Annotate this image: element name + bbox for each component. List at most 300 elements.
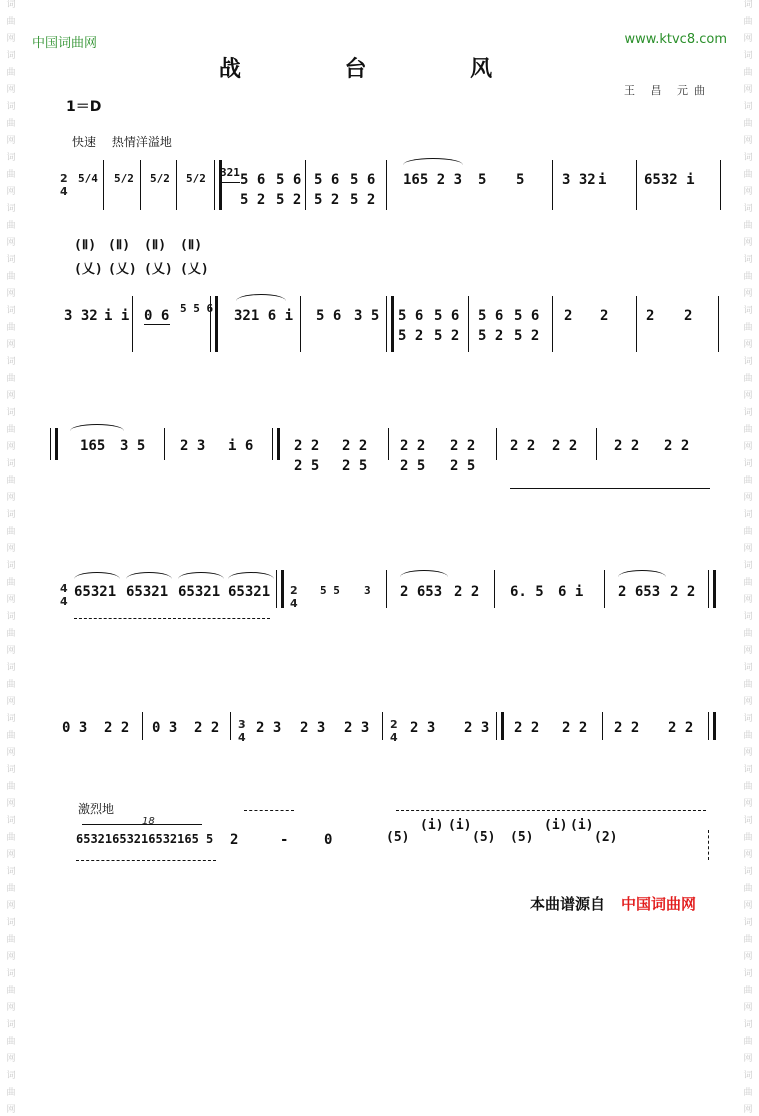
double-barline: [386, 296, 394, 352]
note-pair: 2 5: [450, 458, 476, 474]
note-pair: 2 3: [300, 720, 326, 736]
note-group: 3 32: [562, 172, 596, 188]
watermark-char: 曲: [743, 476, 753, 486]
watermark-char: 曲: [743, 629, 753, 639]
site-name-left: 中国词曲网: [32, 36, 98, 51]
phrase-line: [396, 810, 706, 811]
note-pair: 2 5: [342, 458, 368, 474]
watermark-char: 网: [743, 238, 753, 248]
repeat-start: [276, 570, 284, 608]
note-pair: 5 2: [398, 328, 424, 344]
watermark-char: 词: [743, 612, 753, 622]
note-pair: 2 5: [294, 458, 320, 474]
barline: [468, 296, 469, 352]
barline: [386, 160, 387, 210]
key-signature: 1＝D: [66, 99, 102, 115]
watermark-char: 曲: [6, 629, 16, 639]
watermark-char: 词: [743, 1020, 753, 1030]
note-single: 5: [478, 172, 487, 188]
note-pair: 2 2: [670, 584, 696, 600]
watermark-char: 词: [6, 408, 16, 418]
quintuplet-arc: [228, 572, 274, 579]
watermark-char: 网: [743, 340, 753, 350]
watermark-char: 曲: [743, 17, 753, 27]
watermark-char: 词: [743, 306, 753, 316]
watermark-char: 词: [6, 0, 16, 10]
watermark-char: 曲: [6, 1088, 16, 1098]
repeat-start: [496, 712, 504, 740]
system-4: [58, 560, 723, 660]
site-url-right: www.ktvc8.com: [624, 32, 727, 47]
watermark-char: 词: [6, 969, 16, 979]
note-pair: 2 2: [342, 438, 368, 454]
watermark-char: 曲: [743, 119, 753, 129]
note-pair: 2 3: [464, 720, 490, 736]
system-6: [58, 802, 723, 898]
watermark-char: 曲: [6, 119, 16, 129]
finger-paren: (乂): [74, 262, 103, 277]
note-pair: 5 2: [276, 192, 302, 208]
watermark-char: 曲: [6, 986, 16, 996]
tremolo-line: [74, 618, 270, 619]
watermark-char: 词: [6, 255, 16, 265]
note-pair: 2 3: [344, 720, 370, 736]
finger-paren: (Ⅱ): [180, 238, 203, 253]
time-signature: 2 4: [390, 718, 398, 744]
watermark-char: 曲: [743, 986, 753, 996]
barline: [602, 712, 603, 740]
watermark-char: 曲: [743, 833, 753, 843]
watermark-char: 词: [743, 0, 753, 10]
watermark-char: 曲: [743, 731, 753, 741]
watermark-char: 曲: [6, 680, 16, 690]
note-group: 2 653: [400, 584, 443, 600]
watermark-char: 词: [743, 1071, 753, 1081]
watermark-char: 词: [743, 663, 753, 673]
watermark-char: 曲: [743, 935, 753, 945]
watermark-char: 网: [6, 85, 16, 95]
barline: [230, 712, 231, 740]
note-single: i: [598, 172, 607, 188]
note-pair: 2 3: [410, 720, 436, 736]
watermark-char: 曲: [6, 425, 16, 435]
note-group: 6 i: [558, 584, 584, 600]
watermark-char: 网: [6, 850, 16, 860]
watermark-char: 词: [6, 102, 16, 112]
watermark-char: 网: [6, 136, 16, 146]
barline: [720, 160, 721, 210]
watermark-char: 网: [6, 391, 16, 401]
note-pair: 0 3: [152, 720, 178, 736]
fermata-line: [244, 810, 294, 811]
watermark-char: 曲: [6, 272, 16, 282]
chord-note: 5 5: [320, 584, 340, 597]
note-pair: 5 2: [434, 328, 460, 344]
watermark-char: 曲: [6, 170, 16, 180]
watermark-char: 曲: [6, 221, 16, 231]
source-footer: [530, 893, 696, 914]
note-run: 65321: [228, 584, 271, 600]
watermark-left: [0, 0, 22, 1115]
watermark-char: 网: [743, 1054, 753, 1064]
watermark-char: 词: [743, 765, 753, 775]
watermark-char: 网: [6, 187, 16, 197]
watermark-char: 网: [743, 187, 753, 197]
triplet-arc: [236, 294, 286, 301]
note-pair: 3 5: [354, 308, 380, 324]
watermark-char: 词: [6, 867, 16, 877]
watermark-char: 网: [6, 595, 16, 605]
note-pair: 5 2: [350, 192, 376, 208]
watermark-char: 网: [743, 901, 753, 911]
chord-note: 5 5 6: [180, 302, 214, 315]
watermark-char: 词: [6, 1020, 16, 1030]
note-pair: 2 2: [664, 438, 690, 454]
time-signature: 2 4: [290, 584, 298, 610]
final-barline: [708, 570, 716, 608]
triplet-arc: [70, 424, 124, 431]
watermark-char: 词: [6, 714, 16, 724]
barline: [164, 428, 165, 460]
note-pair: 2 3: [180, 438, 206, 454]
barline: [305, 160, 306, 210]
watermark-char: 曲: [6, 374, 16, 384]
note-single: 5: [516, 172, 525, 188]
barline: [552, 296, 553, 352]
watermark-char: 曲: [6, 731, 16, 741]
note-group: 165 2 3: [403, 172, 463, 188]
source-label: 本曲谱源自: [530, 895, 606, 913]
note-single: 2: [600, 308, 609, 324]
watermark-char: 网: [743, 748, 753, 758]
watermark-char: 词: [6, 51, 16, 61]
note-group: i i: [104, 308, 130, 324]
note-pair: 2 2: [562, 720, 588, 736]
watermark-char: 词: [6, 153, 16, 163]
watermark-char: 曲: [6, 17, 16, 27]
note-pair: 3 5: [120, 438, 146, 454]
watermark-char: 网: [743, 799, 753, 809]
watermark-char: 曲: [743, 374, 753, 384]
watermark-char: 词: [743, 459, 753, 469]
watermark-char: 词: [743, 561, 753, 571]
note-single: 2: [684, 308, 693, 324]
note-rest: -: [280, 832, 289, 848]
chord-paren: (5): [386, 830, 410, 845]
watermark-char: 曲: [743, 425, 753, 435]
watermark-char: 网: [6, 289, 16, 299]
watermark-char: 词: [6, 459, 16, 469]
watermark-char: 网: [743, 850, 753, 860]
watermark-char: 网: [6, 340, 16, 350]
note-pair: 2 2: [194, 720, 220, 736]
note-pair: 5 6: [314, 172, 340, 188]
watermark-char: 曲: [6, 527, 16, 537]
pickup-note: 321: [220, 166, 240, 179]
watermark-char: 词: [743, 102, 753, 112]
note-pair: 2 2: [294, 438, 320, 454]
note-single: 2: [646, 308, 655, 324]
watermark-char: 曲: [743, 680, 753, 690]
watermark-char: 曲: [743, 170, 753, 180]
watermark-char: 曲: [6, 782, 16, 792]
chord-note: 5/2: [186, 172, 206, 185]
sustain-line: [510, 488, 710, 489]
watermark-char: 曲: [743, 68, 753, 78]
watermark-char: 词: [743, 510, 753, 520]
watermark-char: 网: [6, 1003, 16, 1013]
watermark-char: 网: [743, 34, 753, 44]
watermark-char: 网: [6, 1054, 16, 1064]
note-pair: 2 2: [454, 584, 480, 600]
note-single: 2: [564, 308, 573, 324]
barline: [496, 428, 497, 460]
chord-paren: (i): [420, 818, 444, 833]
run-count: 18: [142, 816, 155, 827]
watermark-char: 网: [743, 391, 753, 401]
note-run: 65321: [126, 584, 169, 600]
note-pair: 2 2: [104, 720, 130, 736]
note-group: 3 32: [64, 308, 98, 324]
watermark-char: 词: [743, 408, 753, 418]
watermark-char: 曲: [6, 323, 16, 333]
watermark-char: 词: [743, 714, 753, 724]
quintuplet-arc: [126, 572, 172, 579]
watermark-char: 曲: [6, 476, 16, 486]
note-group: 2 653: [618, 584, 661, 600]
chord-paren: (2): [594, 830, 618, 845]
note-pair: 5 2: [240, 192, 266, 208]
watermark-char: 网: [6, 1105, 16, 1115]
triplet-arc: [403, 158, 463, 165]
system-5: [58, 700, 723, 780]
chord-paren: (5): [510, 830, 534, 845]
chord-paren: (i): [570, 818, 594, 833]
note-pair: 5 6: [350, 172, 376, 188]
watermark-char: 曲: [743, 782, 753, 792]
time-signature: 2 4: [60, 172, 68, 198]
chord-note: 5/4: [78, 172, 98, 185]
watermark-char: 网: [743, 697, 753, 707]
finger-paren: (Ⅱ): [144, 238, 167, 253]
watermark-char: 词: [6, 510, 16, 520]
watermark-char: 词: [743, 357, 753, 367]
score-title: 战 台 风: [218, 56, 541, 82]
watermark-char: 网: [743, 595, 753, 605]
watermark-char: 网: [743, 646, 753, 656]
watermark-char: 网: [743, 289, 753, 299]
watermark-char: 网: [6, 748, 16, 758]
watermark-char: 曲: [6, 884, 16, 894]
note-pair: i 6: [228, 438, 254, 454]
time-signature: 4 4: [60, 582, 68, 608]
note-pair: 5 2: [314, 192, 340, 208]
repeat-start: [210, 296, 218, 352]
run-bracket: [82, 824, 202, 825]
watermark-char: 词: [6, 306, 16, 316]
finger-paren: (Ⅱ): [108, 238, 131, 253]
watermark-right: [737, 0, 759, 1115]
note-pair: 5 6: [240, 172, 266, 188]
watermark-char: 词: [6, 612, 16, 622]
quintuplet-arc: [178, 572, 224, 579]
double-barline: [272, 428, 280, 460]
watermark-char: 曲: [743, 272, 753, 282]
watermark-char: 网: [743, 136, 753, 146]
watermark-char: 网: [6, 493, 16, 503]
note-pair: 2 2: [400, 438, 426, 454]
barline: [604, 570, 605, 608]
barline: [132, 296, 133, 352]
watermark-char: 词: [6, 816, 16, 826]
note-pair: 5 6: [398, 308, 424, 324]
system-3: [58, 418, 723, 508]
watermark-char: 词: [6, 918, 16, 928]
watermark-char: 网: [743, 85, 753, 95]
watermark-char: 网: [6, 238, 16, 248]
finger-paren: (乂): [144, 262, 173, 277]
note-single: 2: [230, 832, 239, 848]
watermark-char: 曲: [743, 1088, 753, 1098]
barline: [382, 712, 383, 740]
watermark-char: 词: [743, 153, 753, 163]
tempo-marking: [72, 133, 184, 150]
triplet-arc: [618, 570, 666, 577]
watermark-char: 词: [743, 867, 753, 877]
note-pair: 2 3: [256, 720, 282, 736]
watermark-char: 曲: [743, 323, 753, 333]
watermark-char: 网: [6, 901, 16, 911]
repeat-end: [708, 712, 716, 740]
quintuplet-arc: [74, 572, 120, 579]
barline: [718, 296, 719, 352]
note-pair: 2 2: [514, 720, 540, 736]
barline: [494, 570, 495, 608]
watermark-char: 词: [743, 969, 753, 979]
watermark-char: 词: [6, 663, 16, 673]
tempo-expression: 热情洋溢地: [111, 135, 172, 149]
note-pair: 5 6: [478, 308, 504, 324]
note-rest: 0: [324, 832, 333, 848]
watermark-char: 网: [6, 34, 16, 44]
note-pair: 5 6: [514, 308, 540, 324]
note-pair: 5 2: [478, 328, 504, 344]
watermark-char: 网: [6, 544, 16, 554]
watermark-char: 曲: [743, 578, 753, 588]
chord-note: 5/2: [150, 172, 170, 185]
note-pair: 2 2: [614, 438, 640, 454]
watermark-char: 词: [743, 255, 753, 265]
note-pair: 0 3: [62, 720, 88, 736]
chord-paren: (i): [448, 818, 472, 833]
chord-paren: (i): [544, 818, 568, 833]
barline: [103, 160, 104, 210]
watermark-char: 网: [743, 544, 753, 554]
time-signature: 3 4: [238, 718, 246, 744]
repeat-start: [50, 428, 58, 460]
barline: [552, 160, 553, 210]
note-pair: 2 2: [552, 438, 578, 454]
watermark-char: 网: [743, 442, 753, 452]
barline: [596, 428, 597, 460]
note-pair: 2 2: [668, 720, 694, 736]
watermark-char: 词: [6, 561, 16, 571]
note-pair: 5 2: [514, 328, 540, 344]
watermark-char: 词: [6, 1071, 16, 1081]
watermark-char: 网: [6, 799, 16, 809]
note-pair: 5 6: [316, 308, 342, 324]
composer-credit: 王 昌 元曲: [624, 84, 711, 97]
chord-note: 3: [364, 584, 371, 597]
chord-paren: (5): [472, 830, 496, 845]
tremolo-line: [76, 860, 216, 861]
watermark-char: 词: [743, 204, 753, 214]
watermark-char: 曲: [743, 1037, 753, 1047]
watermark-char: 网: [6, 442, 16, 452]
system-1: [58, 150, 723, 280]
note-group: 6532 i: [644, 172, 695, 188]
note-pair: 5 6: [434, 308, 460, 324]
finger-paren: (Ⅱ): [74, 238, 97, 253]
watermark-char: 词: [6, 765, 16, 775]
finger-paren: (乂): [180, 262, 209, 277]
barline: [300, 296, 301, 352]
barline: [176, 160, 177, 210]
note-pair: 2 5: [400, 458, 426, 474]
watermark-char: 词: [6, 204, 16, 214]
barline: [142, 712, 143, 740]
watermark-char: 词: [6, 357, 16, 367]
note-run: 65321653216532165 5: [76, 832, 214, 846]
beam-line: [144, 324, 170, 325]
barline: [636, 296, 637, 352]
note-run: 65321: [74, 584, 117, 600]
tempo-marking-2: 激烈地: [78, 802, 115, 816]
watermark-char: 词: [743, 51, 753, 61]
watermark-char: 曲: [6, 935, 16, 945]
note-run: 65321: [178, 584, 221, 600]
chord-note: 5/2: [114, 172, 134, 185]
barline: [388, 428, 389, 460]
system-2: [58, 290, 723, 390]
final-dash: [708, 830, 709, 860]
barline: [386, 570, 387, 608]
watermark-char: 网: [6, 952, 16, 962]
note-group: 6. 5: [510, 584, 544, 600]
watermark-char: 曲: [743, 527, 753, 537]
finger-paren: (乂): [108, 262, 137, 277]
note-group: 165: [80, 438, 106, 454]
barline: [140, 160, 141, 210]
watermark-char: 网: [743, 1105, 753, 1115]
barline: [636, 160, 637, 210]
note-group: 321 6 i: [234, 308, 294, 324]
note-pair: 2 2: [450, 438, 476, 454]
watermark-char: 网: [743, 493, 753, 503]
watermark-char: 网: [6, 646, 16, 656]
watermark-char: 网: [743, 1003, 753, 1013]
triplet-arc: [400, 570, 448, 577]
tempo-speed: 快速: [72, 135, 97, 149]
note-pair: 2 2: [510, 438, 536, 454]
watermark-char: 词: [743, 816, 753, 826]
note-pair: 5 6: [276, 172, 302, 188]
watermark-char: 词: [743, 918, 753, 928]
watermark-char: 曲: [6, 578, 16, 588]
source-site: 中国词曲网: [621, 895, 697, 913]
beam-line: [220, 182, 240, 183]
watermark-char: 曲: [6, 68, 16, 78]
